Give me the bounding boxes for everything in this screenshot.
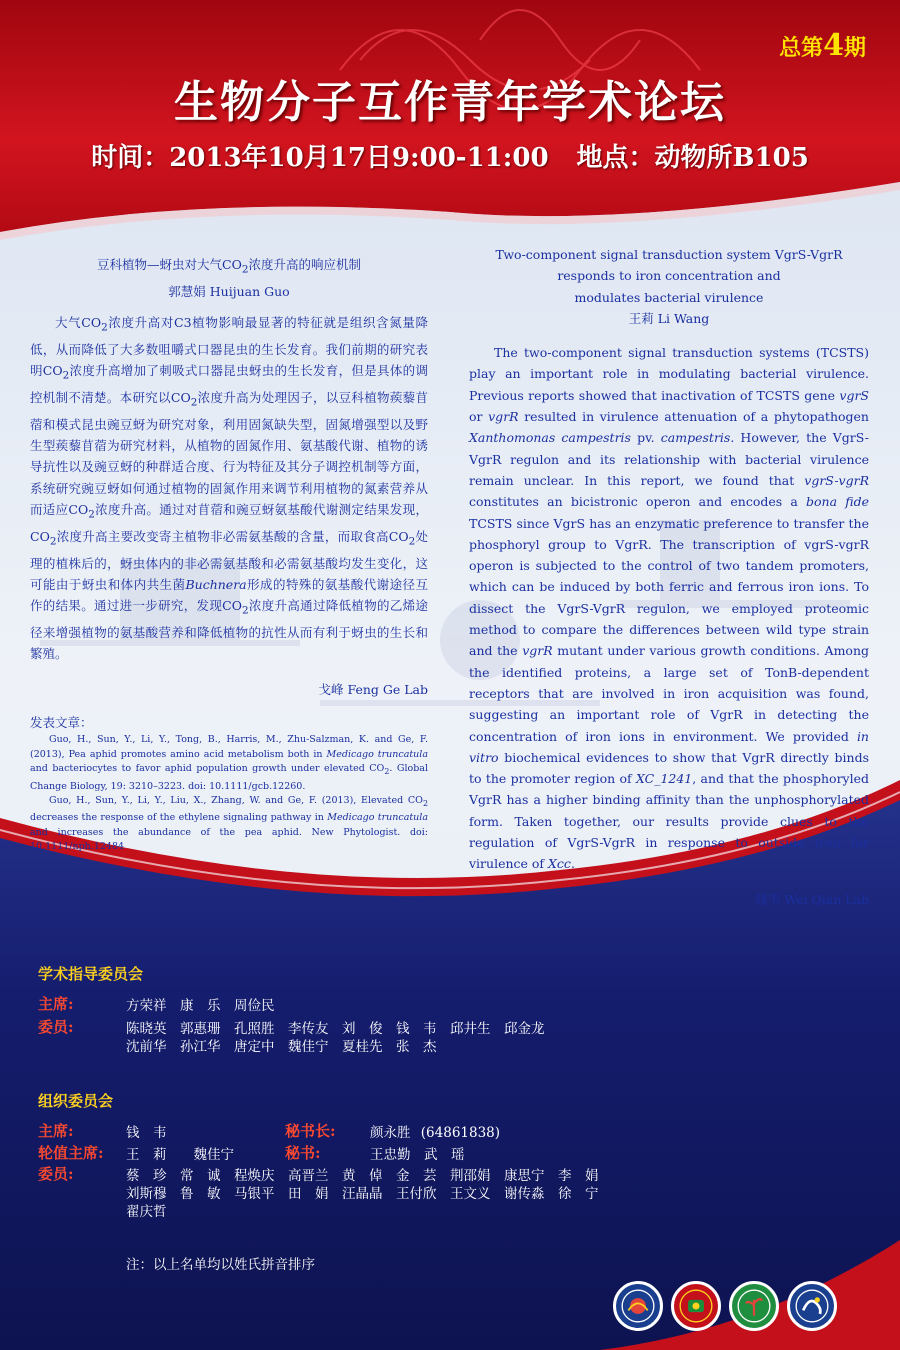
publications-title: 发表文章： bbox=[30, 714, 93, 730]
left-talk-speaker: 郭慧娟 Huijuan Guo bbox=[168, 283, 290, 299]
right-talk-title-line1: Two-component signal transduction system VgrS-VgrR bbox=[495, 247, 843, 262]
left-title-sub: 2 bbox=[241, 263, 249, 276]
time-place-line bbox=[0, 137, 900, 174]
event-place: 地点：动物所B105 bbox=[576, 143, 809, 173]
pub-italic: Medicago truncatula bbox=[326, 748, 428, 760]
right-talk bbox=[469, 244, 869, 910]
publication-2 bbox=[30, 794, 428, 855]
issue-number: 4 bbox=[823, 28, 844, 63]
left-talk-abstract: 大气$CO_2$浓度升高对C3植物影响最显著的特征就是组织含氮量降低，从而降低了大多数咀嚼式口器昆虫的生长发育。我们前期的研究表明$CO_2$浓度升高增加了刺吸式口器昆虫蚜虫的生长发育，但是具体的调控机制不清楚。本研究以$CO_2$浓度升高为处理因子，以豆科植物蒺藜苜蓿和模式昆虫豌豆蚜为研究对象，利用固氮缺失型，固氮增强型以及野生型蒺藜苜蓿为研究材料，从植物的固氮作用、氨基酸代谢、植物的诱导抗性以及豌豆蚜的种群适合度、行为特征及其分子调控机制等方面，系统研究豌豆蚜如何通过植物的固氮作用来调节利用植物的氮素营养从而适应$CO_2$浓度升高。通过对苜蓿和豌豆蚜氨基酸代谢测定结果发现，$CO_2$浓度升高主要改变寄主植物非必需氨基酸的含量，而取食高$CO_2$处理的植株后的，蚜虫体内的非必需氨基酸和必需氨基酸均发生变化，这可能由于蚜虫和体内共生菌Buchnera形成的特殊的氨基酸代谢途径互作的结果。通过进一步研究，发现$CO_2$浓度升高通过降低植物的乙烯途径来增强植物的氨基酸营养和降低植物的抗性从而有利于蚜虫的生长和繁殖。 bbox=[30, 315, 428, 662]
advisory-members-row1: 陈晓英 郭惠珊 孔照胜 李传友 刘 俊 钱 韦 邱井生 邱金龙 bbox=[126, 1021, 545, 1037]
left-talk bbox=[30, 254, 428, 855]
pub-text: Guo, H., Sun, Y., Li, Y., Tong, B., Harris, M., Zhu-Salzman, K. and Ge, F. (2013), Pea aphid promotes amino acid metabolism both in bbox=[30, 734, 428, 760]
left-talk-title bbox=[30, 254, 428, 281]
event-time: 时间：2013年10月17日9:00-11:00 bbox=[91, 143, 549, 173]
secretaries: 王忠勤 武 瑶 bbox=[370, 1147, 465, 1163]
pub-text: and increases the abundance of the pea aphid. New Phytologist. doi: 10.1111/nph.12484 bbox=[30, 826, 428, 853]
left-title-part: 豆科植物—蚜虫对大气CO bbox=[97, 257, 242, 272]
advisory-members-label: 委员: bbox=[38, 1018, 74, 1036]
pub-text: and bacteriocytes to favor aphid population growth under elevated CO bbox=[30, 763, 385, 775]
page-title: 生物分子互作青年学术论坛 bbox=[174, 77, 726, 128]
organizing-committee-title: 组织委员会 bbox=[38, 1092, 114, 1110]
right-talk-speaker: 王莉 Li Wang bbox=[628, 310, 710, 326]
pub-sub: 2 bbox=[384, 767, 390, 777]
rotating-chairs: 王 莉 魏佳宁 bbox=[126, 1147, 234, 1163]
issue-badge bbox=[779, 28, 866, 63]
secretary-label: 秘书: bbox=[285, 1144, 321, 1162]
organizing-members-row3: 翟庆哲 bbox=[126, 1204, 167, 1220]
logo-emblem-3-icon bbox=[729, 1281, 779, 1331]
rotating-chair-label: 轮值主席: bbox=[38, 1144, 104, 1162]
pub-text: decreases the response of the ethylene signaling pathway in bbox=[30, 812, 328, 824]
pub-text: . Global Change Biology, 19: 3210–3223. doi: 10.1111/gcb.12260. bbox=[30, 763, 429, 792]
organizing-members-label: 委员: bbox=[38, 1165, 74, 1183]
advisory-committee-title: 学术指导委员会 bbox=[38, 965, 144, 983]
right-talk-lab: 钱韦 Wei Qian Lab bbox=[755, 891, 869, 907]
organizing-members-row2: 刘斯穆 鲁 敏 马银平 田 娟 汪晶晶 王付欣 王文义 谢传淼 徐 宁 bbox=[126, 1186, 599, 1202]
logo-emblem-2-icon bbox=[671, 1281, 721, 1331]
right-talk-title-line2: responds to iron concentration and bbox=[557, 268, 781, 284]
issue-suffix: 期 bbox=[843, 35, 866, 61]
right-talk-title-line3: modulates bacterial virulence bbox=[574, 289, 764, 305]
pub-italic: Medicago truncatula bbox=[327, 812, 429, 824]
organizing-members-row1: 蔡 珍 常 诚 程焕庆 高晋兰 黄 倬 金 芸 荆邵娟 康思宁 李 娟 bbox=[126, 1168, 599, 1184]
logo-emblem-1-icon bbox=[613, 1281, 663, 1331]
left-title-part: 浓度升高的响应机制 bbox=[248, 257, 361, 272]
right-talk-abstract: The two-component signal transduction systems (TCSTS) play an important role in modulating bacterial virulence. Previous reports showed that inactivation of TCSTS gene vgrS or vgrR resulted in virulence attenuation of a phytopathogen Xanthomonas campestris pv. campestris. However, the VgrS-VgrR regulon and its relationship with bacterial virulence remain unclear. In this report, we found that vgrS-vgrR constitutes an bicistronic operon and encodes a bona fide TCSTS since VgrS has an enzymatic preference to transfer the phosphoryl group to VgrR. The transcription of vgrS-vgrR operon is subjected to the control of two tandem promoters, which can be induced by both ferric and ferrous iron ions. To dissect the VgrS-VgrR regulon, we employed proteomic method to compare the differences between wild type strain and the vgrR mutant under various growth conditions. Among the identified proteins, a large set of TonB-dependent receptors that are involved in iron acquisition was found, suggesting an important role of VgrR in detecting the concentration of iron ions in environment. We provided in vitro biochemical evidences to show that VgrR directly binds to the promoter region of XC_1241, and that the phosphoryled VgrR has a higher binding affinity than the unphosphorylated form. Taken together, our results provide clues to the regulation of VgrS-VgrR in response to outside iron for virulence of Xcc. bbox=[469, 345, 870, 872]
advisory-chairs: 方荣祥 康 乐 周俭民 bbox=[126, 998, 275, 1014]
logo-emblem-4-icon bbox=[787, 1281, 837, 1331]
secretary-general-label: 秘书长: bbox=[285, 1122, 336, 1140]
left-talk-lab: 戈峰 Feng Ge Lab bbox=[318, 681, 428, 697]
advisory-members-row2: 沈前华 孙江华 唐定中 魏佳宁 夏桂先 张 杰 bbox=[126, 1039, 437, 1055]
organizing-chair: 钱 韦 bbox=[126, 1125, 167, 1141]
issue-label: 总第 bbox=[779, 35, 824, 61]
publication-1 bbox=[30, 733, 428, 794]
secretary-general: 颜永胜 (64861838) bbox=[370, 1125, 501, 1141]
advisory-chair-label: 主席: bbox=[38, 995, 74, 1013]
pub-sub: 2 bbox=[422, 798, 428, 808]
organizing-chair-label: 主席: bbox=[38, 1122, 74, 1140]
footnote: 注：以上名单均以姓氏拼音排序 bbox=[126, 1257, 315, 1273]
pub-text: Guo, H., Sun, Y., Li, Y., Liu, X., Zhang, W. and Ge, F. (2013), Elevated CO bbox=[49, 795, 423, 807]
